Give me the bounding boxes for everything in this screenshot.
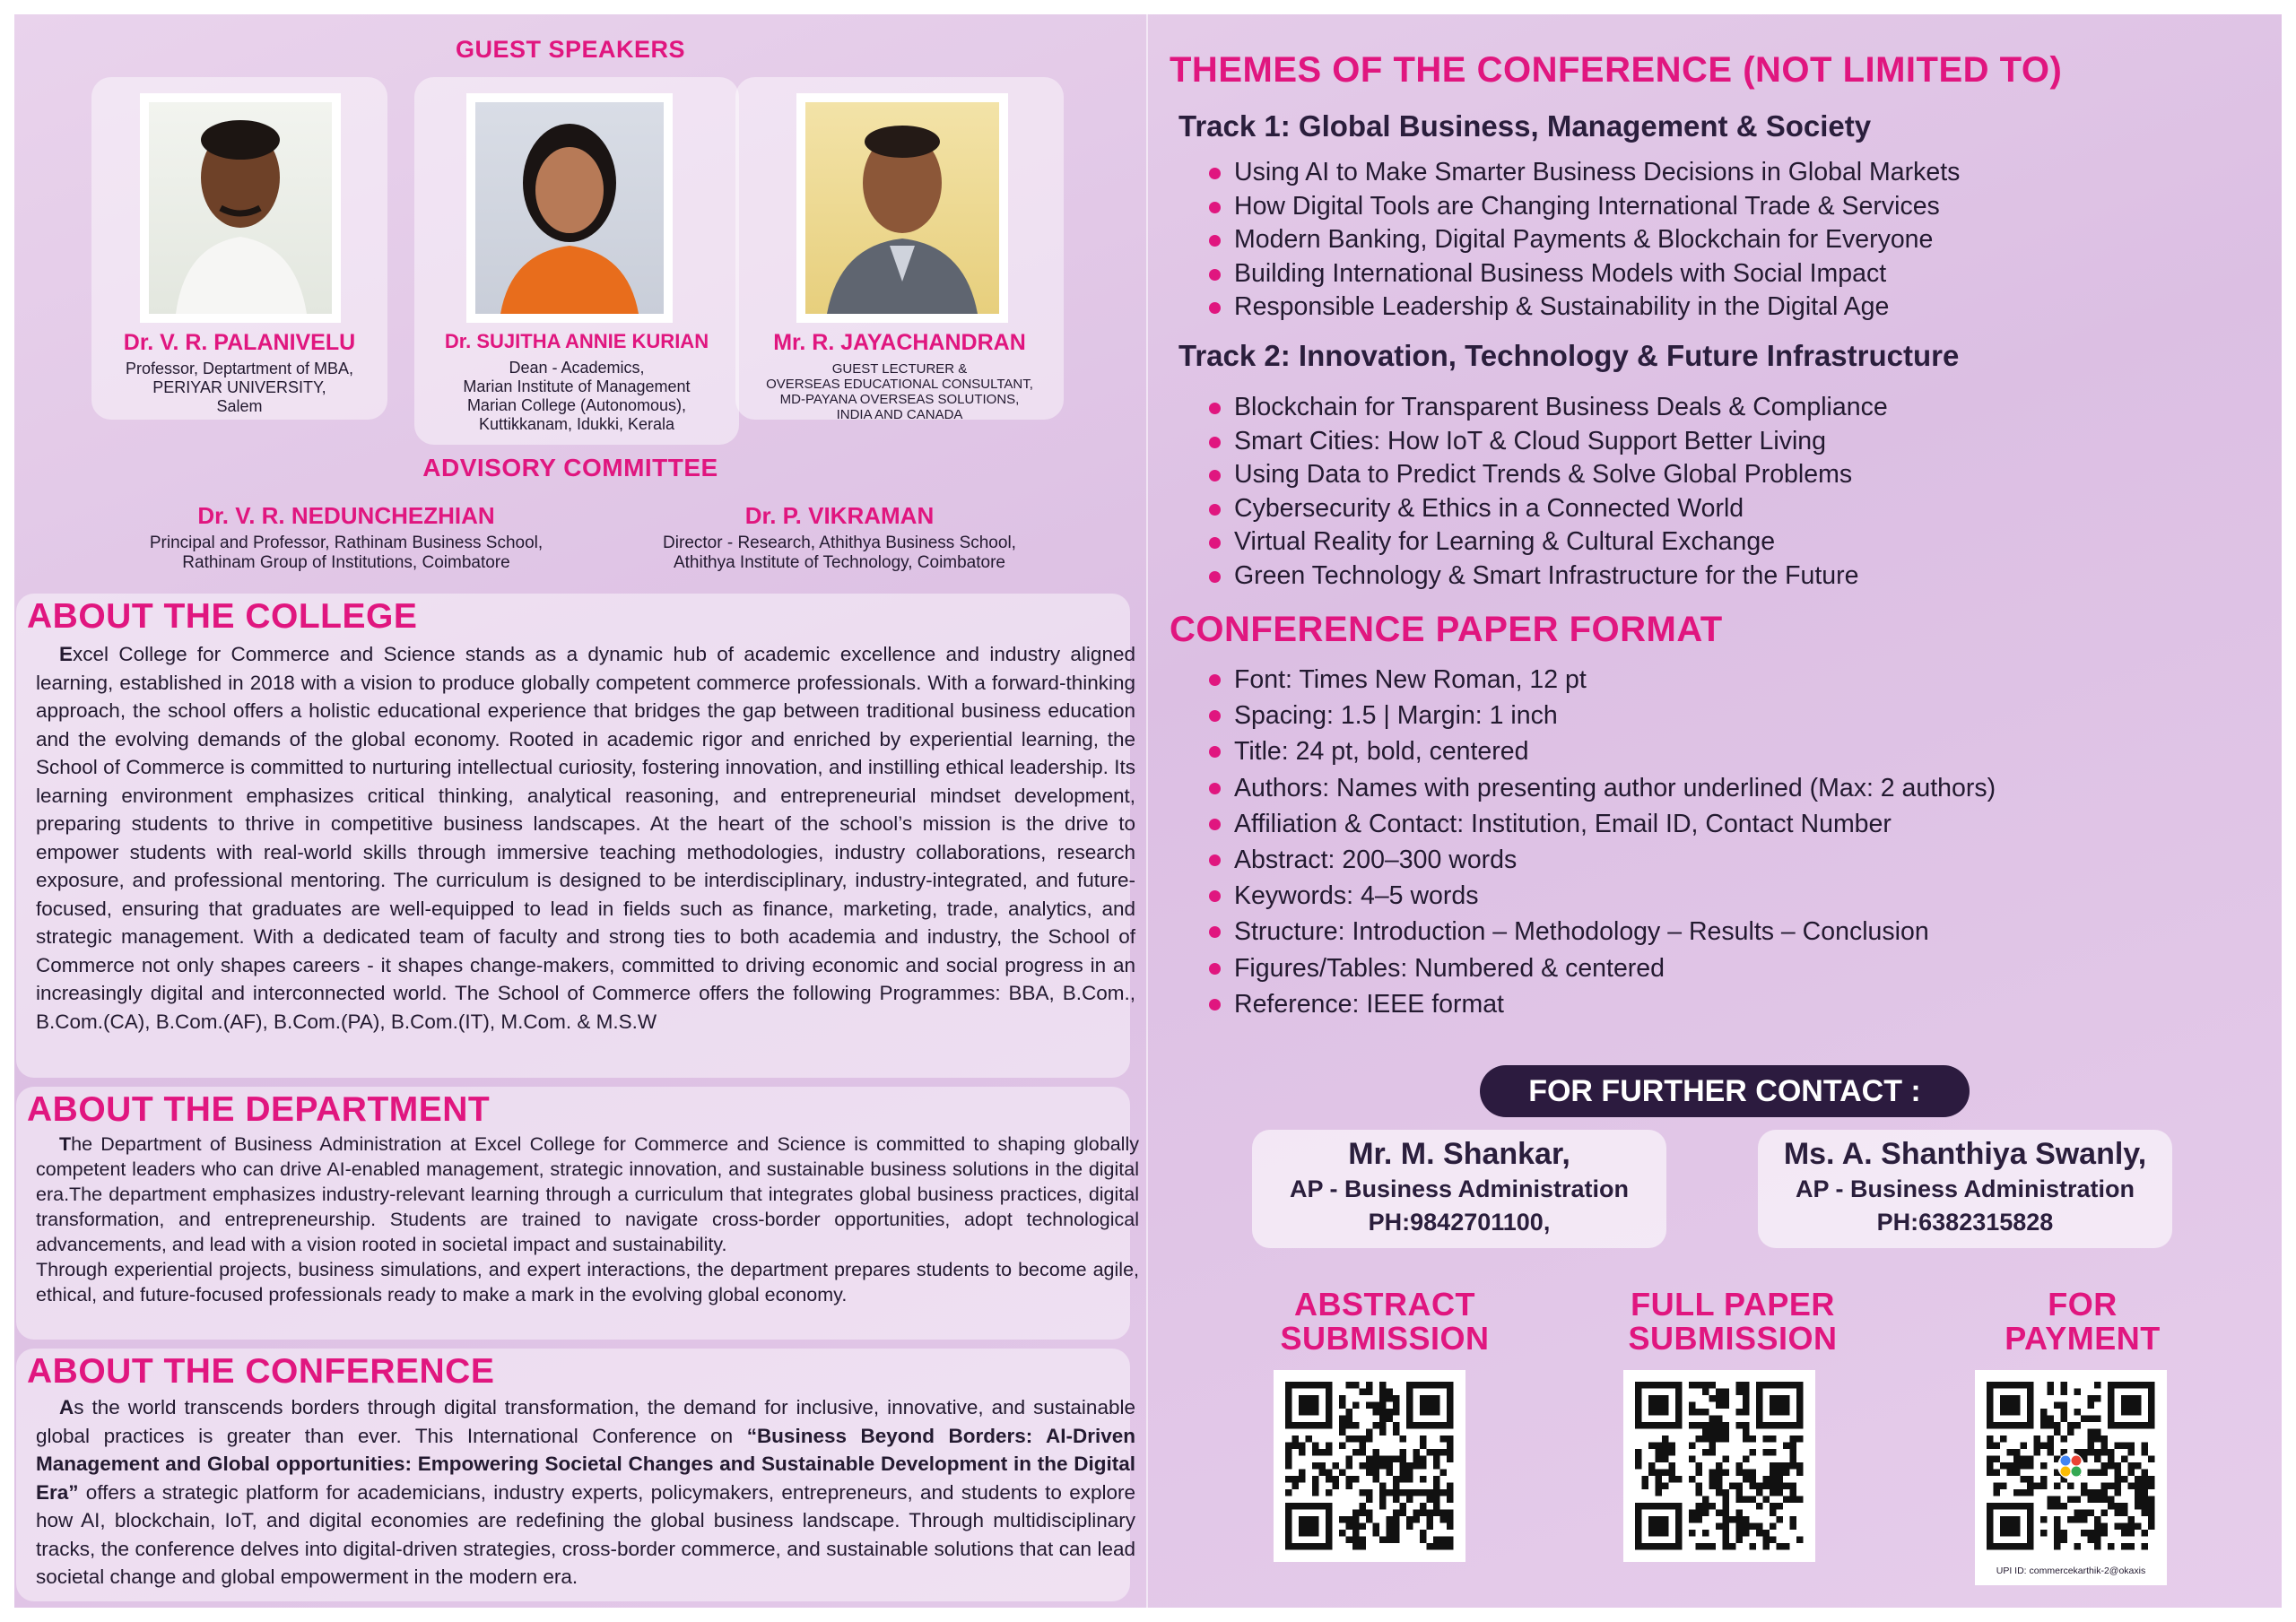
paragraph: s the world transcends borders through digital transformation, the demand for inclusive, innovative, and sustainable global practices is greater than ever. This International Conference on [36,1396,1135,1447]
advisory-name: Dr. V. R. NEDUNCHEZHIAN [197,502,495,529]
qr-label-line: FOR [2048,1286,2118,1323]
contact-phone[interactable]: PH:9842701100, [1368,1209,1551,1236]
advisory-detail: Rathinam Group of Institutions, Coimbatore [182,553,510,572]
about-college-title: ABOUT THE COLLEGE [27,597,418,636]
paragraph: offers a strategic platform for academicians, industry experts, policymakers, entrepreneurs, and students to explore how AI, blockchain, IoT, and digital economies are redefining the global business landscape. Through multidisciplinary tracks, the conference delves into digital-driven strategies, cross-border commerce, and sustainable solutions that can lead societal change and global empowerment in the modern era. [36,1480,1135,1588]
contact-card [1252,1130,1666,1248]
speaker-photo [466,93,673,323]
contact-name: Ms. A. Shanthiya Swanly, [1783,1137,2147,1171]
contact-title: FOR FURTHER CONTACT : [1480,1065,1970,1117]
track-1-list [1205,156,2102,325]
payment-qr-code-icon[interactable] [1975,1370,2167,1585]
conference-theme-title: “Business Beyond Borders: AI-Driven Management and Global opportunities: Empowering Societal Changes and Sustainable Development in the Digital Era” [36,1424,1135,1504]
qr-label [1598,1288,1867,1356]
paper-format-title: CONFERENCE PAPER FORMAT [1170,610,1723,649]
list-item: Figures/Tables: Numbered & centered [1205,950,2192,986]
upi-id: UPI ID: commercekarthik-2@okaxis [1996,1566,2146,1576]
qr-code-icon [1274,1370,1465,1562]
speaker-detail: Salem [216,397,263,415]
track-1-title: Track 1: Global Business, Management & Society [1178,109,1872,143]
list-item: Reference: IEEE format [1205,986,2192,1022]
contact-card [1758,1130,2172,1248]
list-item: Abstract: 200–300 words [1205,842,2192,878]
qr-label-line: FULL PAPER [1631,1286,1835,1323]
list-item: Keywords: 4–5 words [1205,878,2192,914]
abstract-submission-qr-code-icon[interactable] [1274,1370,1465,1562]
list-item: How Digital Tools are Changing International Trade & Services [1205,190,2102,224]
speaker-detail: Professor, Deptartment of MBA, [125,360,354,377]
speaker-detail: MD-PAYANA OVERSEAS SOLUTIONS, [779,392,1020,407]
list-item: Smart Cities: How IoT & Cloud Support Better Living [1205,425,2102,459]
advisory-detail: Athithya Institute of Technology, Coimbatore [673,553,1005,572]
list-item: Virtual Reality for Learning & Cultural Exchange [1205,525,2102,559]
qr-label-line: SUBMISSION [1628,1320,1838,1357]
about-department-title: ABOUT THE DEPARTMENT [27,1090,491,1129]
drop-letter: A [59,1396,74,1418]
contact-role: AP - Business Administration [1795,1175,2135,1202]
qr-label-line: SUBMISSION [1280,1320,1490,1357]
list-item: Using AI to Make Smarter Business Decisions in Global Markets [1205,156,2102,190]
speaker-detail: OVERSEAS EDUCATIONAL CONSULTANT, [766,377,1033,392]
list-item: Structure: Introduction – Methodology – Results – Conclusion [1205,914,2192,950]
fold-line [1146,14,1148,1608]
person-silhouette-icon [805,102,999,314]
track-2-title: Track 2: Innovation, Technology & Future Infrastructure [1178,339,1960,372]
about-college-text [36,640,1135,1036]
list-item: Title: 24 pt, bold, centered [1205,733,2192,769]
list-item: Using Data to Predict Trends & Solve Global Problems [1205,458,2102,492]
speaker-name: Dr. SUJITHA ANNIE KURIAN [444,330,709,352]
qr-label [1948,1288,2217,1356]
advisory-detail: Principal and Professor, Rathinam Business School, [149,533,544,552]
about-conference-text [36,1393,1135,1592]
track-2-list [1205,391,2102,593]
list-item: Responsible Leadership & Sustainability in the Digital Age [1205,291,2102,325]
paragraph: xcel College for Commerce and Science stands as a dynamic hub of academic excellence and industry aligned learning, established in 2018 with a vision to produce globally competent commerce professionals. With a forward-thinking approach, the school offers a holistic educational experience that bridges the gap between traditional business education and the evolving demands of the global economy. Rooted in academic rigor and enriched by experiential learning, the School of Commerce is committed to nurturing intellectual curiosity, fostering innovation, and instilling ethical leadership. Its learning environment emphasizes critical thinking, analytical reasoning, and entrepreneurial mindset development, preparing students to thrive in competitive business landscapes. At the heart of the school’s mission is the drive to empower students with real-world skills through immersive teaching methodologies, industry collaborations, research exposure, and professional mentoring. The curriculum is designed to be interdisciplinary, industry-integrated, and future-focused, ensuring that graduates are well-equipped to lead in fields such as finance, marketing, trade, analytics, and strategic management. With a dedicated team of faculty and strong ties to both academia and industry, the School of Commerce not only shapes careers - it shapes change-makers, committed to driving economic and social progress in an increasingly digital and interconnected world. The School of Commerce offers the following Programmes: BBA, B.Com., B.Com.(CA), B.Com.(AF), B.Com.(PA), B.Com.(IT), M.Com. & M.S.W [36,643,1135,1033]
person-silhouette-icon [475,102,664,314]
advisory-member [104,502,588,573]
brochure-page [14,14,2282,1608]
speaker-detail: Marian College (Autonomous), [466,396,687,414]
advisory-name: Dr. P. VIKRAMAN [744,502,935,529]
drop-letter: T [59,1133,72,1155]
list-item: Spacing: 1.5 | Margin: 1 inch [1205,698,2192,733]
speaker-photo [796,93,1008,323]
speaker-detail: GUEST LECTURER & [831,361,968,377]
list-item: Blockchain for Transparent Business Deals & Compliance [1205,391,2102,425]
list-item: Affiliation & Contact: Institution, Email ID, Contact Number [1205,806,2192,842]
paragraph: Through experiential projects, business simulations, and expert interactions, the department prepares students to become agile, ethical, and future-focused professionals ready to make a mark in the evolving global economy. [36,1259,1139,1305]
advisory-detail: Director - Research, Athithya Business School, [663,533,1016,552]
qr-code-icon [1623,1370,1815,1562]
speaker-detail: PERIYAR UNIVERSITY, [152,378,326,396]
qr-label-line: PAYMENT [2005,1320,2161,1357]
list-item: Modern Banking, Digital Payments & Blockchain for Everyone [1205,223,2102,257]
speaker-name: Dr. V. R. PALANIVELU [123,330,356,355]
qr-label-line: ABSTRACT [1294,1286,1475,1323]
speaker-detail: INDIA AND CANADA [836,407,963,422]
speaker-detail: Kuttikkanam, Idukki, Kerala [478,415,675,433]
advisory-member [588,502,1091,573]
advisory-title: ADVISORY COMMITTEE [422,454,718,481]
contact-name: Mr. M. Shankar, [1348,1137,1570,1171]
about-department-text [36,1132,1139,1307]
themes-title: THEMES OF THE CONFERENCE (NOT LIMITED TO) [1170,50,2063,90]
qr-code-icon [1975,1370,2167,1562]
list-item: Cybersecurity & Ethics in a Connected World [1205,492,2102,526]
person-silhouette-icon [149,102,332,314]
contact-phone[interactable]: PH:6382315828 [1876,1209,2054,1236]
list-item: Authors: Names with presenting author underlined (Max: 2 authors) [1205,770,2192,806]
speaker-detail: Marian Institute of Management [463,377,691,395]
speaker-detail: Dean - Academics, [509,359,645,377]
list-item: Building International Business Models with Social Impact [1205,257,2102,291]
speaker-photo [140,93,341,323]
full-paper-submission-qr-code-icon[interactable] [1623,1370,1815,1562]
contact-role: AP - Business Administration [1289,1175,1630,1202]
paper-format-list [1205,662,2192,1022]
list-item: Green Technology & Smart Infrastructure for the Future [1205,559,2102,594]
speaker-name: Mr. R. JAYACHANDRAN [773,330,1026,355]
paragraph: he Department of Business Administration at Excel College for Commerce and Science is committed to shaping globally competent leaders who can drive AI-enabled management, strategic innovation, and sustainable business solutions in the digital era.The department emphasizes industry-relevant learning through a curriculum that integrates global business practices, digital transformation, and entrepreneurship. Students are trained to navigate cross-border opportunities, adopt technological advancements, and lead with a vision rooted in societal impact and sustainability. [36,1133,1139,1255]
qr-label [1250,1288,1519,1356]
drop-letter: E [59,643,74,665]
about-conference-title: ABOUT THE CONFERENCE [27,1352,495,1391]
guest-speakers-title: GUEST SPEAKERS [455,36,686,63]
list-item: Font: Times New Roman, 12 pt [1205,662,2192,698]
